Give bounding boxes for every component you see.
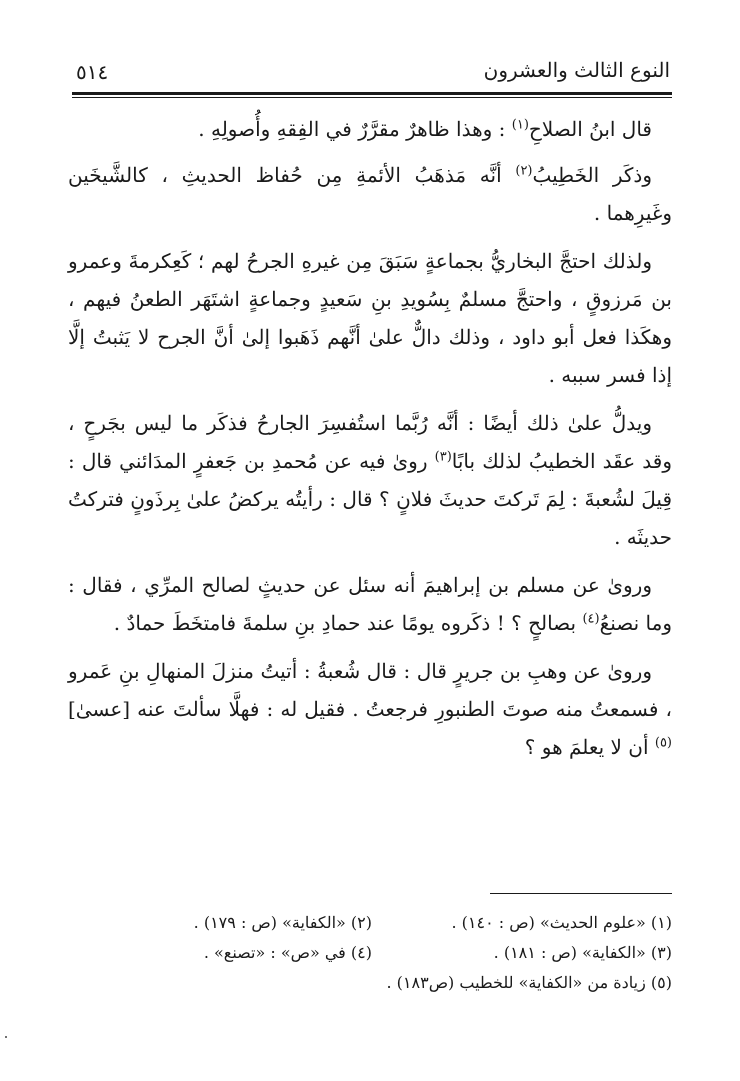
footnote-row: [72, 938, 672, 968]
footnote-row: [72, 908, 672, 938]
scan-speck: [5, 1036, 7, 1038]
footnote-2: (٢) «الكفاية» (ص : ١٧٩) .: [193, 913, 372, 932]
footnote-1: (١) «علوم الحديث» (ص : ١٤٠) .: [451, 913, 672, 932]
footnote-ref-2[interactable]: (٢): [515, 163, 533, 179]
page-header: [76, 56, 670, 90]
header-rule-thin: [72, 97, 672, 98]
paragraph-6: وروىٰ عن وهبِ بن جريرٍ قال : قال شُعبةُ : أتيتُ منزلَ المنهالِ بنِ عَمرو ، فسمعتُ منه صوتَ الطنبورِ فرجعتُ . فقيل له : فهلَّا سألتَ عنه [عسىٰ]$^{(٥)}$ أن لا يعلمَ هو ؟: [68, 659, 673, 759]
footnote-5: (٥) زيادة من «الكفاية» للخطيب (ص١٨٣) .: [386, 973, 672, 992]
main-text: [68, 110, 672, 776]
paragraph-4: ويدلُّ علىٰ ذلك أيضًا : أنَّه رُبَّما استُفسِرَ الجارحُ فذكَر ما ليس بجَرحٍ ، وقد عقَد الخطيبُ لذلك بابًا$^{(٣)}$ روىٰ فيه عن مُحمدِ بن جَعفرٍ المدَائني قال : قِيلَ لشُعبةَ : لِمَ تَركتَ حديثَ فلانٍ ؟ قال : رأيتُه يركضُ علىٰ بِرذَونٍ فتركتُ حديثَه .: [68, 411, 673, 549]
footnotes: [72, 908, 672, 998]
paragraph-5: وروىٰ عن مسلم بن إبراهيمَ أنه سئل عن حديثٍ لصالح المرِّي ، فقال : وما نصنعُ$^{(٤)}$ بصالحٍ ؟ ! ذكَروه يومًا عند حمادِ بنِ سلمةَ فامتخَطَ حمادٌ .: [68, 573, 672, 635]
paragraph-3: ولذلك احتجَّ البخاريُّ بجماعةٍ سَبَقَ مِن غيرهِ الجرحُ لهم ؛ كَعِكرمةَ وعمرو بن مَرزوقٍ ، واحتجَّ مسلمٌ بِسُويدِ بنِ سَعيدٍ وجماعةٍ اشتَهَر الطعنُ فيهم ، وهكَذا فعل أبو داود ، وذلك دالٌّ علىٰ أنَّهم ذَهَبوا إلىٰ أنَّ الجرح لا يَثبتُ إلَّا إذا فسر سببه .: [68, 249, 672, 387]
paragraph-1: قال ابنُ الصلاحِ$^{(١)}$ : وهذا ظاهرٌ مقرَّرٌ في الفِقهِ وأُصولِهِ .: [198, 117, 652, 141]
footnote-ref-1[interactable]: (١): [511, 117, 529, 133]
header-rule-thick: [72, 92, 672, 95]
footnote-ref-5[interactable]: (٥): [654, 735, 672, 751]
page-number: ٥١٤: [76, 60, 109, 84]
footnote-row: [72, 968, 672, 998]
footnote-ref-3[interactable]: (٣): [434, 449, 452, 465]
footnote-separator: [490, 893, 672, 894]
running-title: النوع الثالث والعشرون: [483, 58, 670, 82]
footnote-4: (٤) في «ص» : «تصنع» .: [203, 943, 372, 962]
footnote-3: (٣) «الكفاية» (ص : ١٨١) .: [493, 943, 672, 962]
footnote-ref-4[interactable]: (٤): [582, 611, 600, 627]
paragraph-2: وذكَر الخَطِيبُ$^{(٢)}$ أنَّه مَذهَبُ الأئمةِ مِن حُفاظ الحديثِ ، كالشَّيخَين وغَيرِهما .: [68, 163, 672, 225]
